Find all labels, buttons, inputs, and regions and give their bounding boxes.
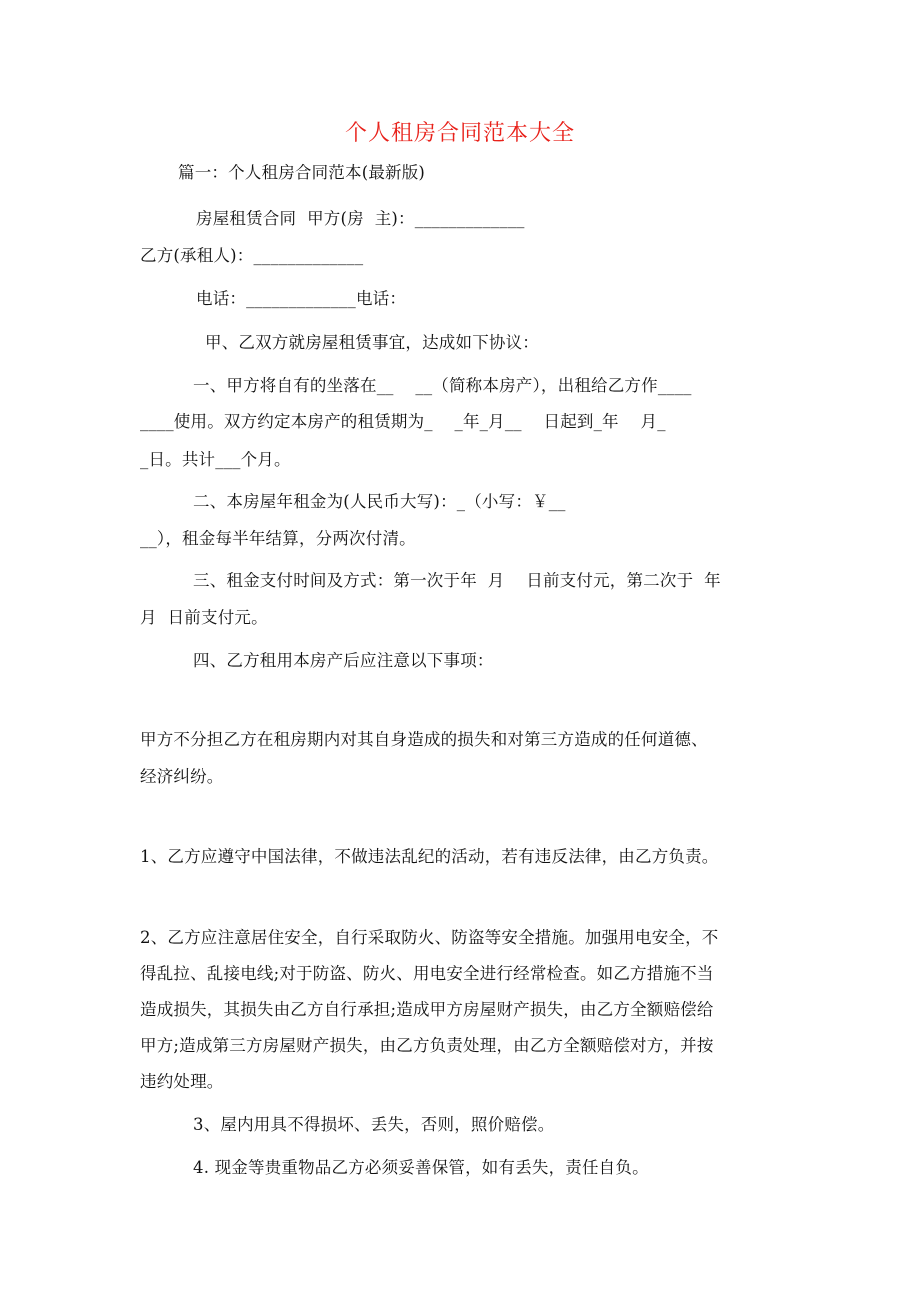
agreement-intro: 甲、乙双方就房屋租赁事宜，达成如下协议： (205, 333, 539, 352)
item-2-line-2: 得乱拉、乱接电线;对于防盗、防火、用电安全进行经常检查。如乙方措施不当 (140, 964, 714, 983)
clause-3-line-2: 月 日前支付元。 (140, 608, 268, 627)
clause-1-line-3: _日。共计___个月。 (140, 450, 291, 469)
clause-1-line-2: ____使用。双方约定本房产的租赁期为_ _年_月__ 日起到_年 月_ (140, 412, 666, 431)
section-heading: 篇一：个人租房合同范本(最新版) (178, 163, 426, 182)
liability-line-2: 经济纠纷。 (140, 767, 224, 786)
liability-line-1: 甲方不分担乙方在租房期内对其自身造成的损失和对第三方造成的任何道德、 (140, 730, 708, 749)
document-title: 个人租房合同范本大全 (344, 121, 575, 146)
party-a-line: 房屋租赁合同 甲方(房 主)：_____________ (196, 209, 525, 228)
party-b-line: 乙方(承租人)：_____________ (140, 246, 364, 265)
item-2-line-1: 2、乙方应注意居住安全，自行采取防火、防盗等安全措施。加强用电安全，不 (140, 928, 719, 947)
item-1: 1、乙方应遵守中国法律，不做违法乱纪的活动，若有违反法律，由乙方负责。 (140, 847, 719, 866)
clause-2-line-1: 二、本房屋年租金为(人民币大写)：_（小写：￥__ (193, 492, 566, 511)
phone-line: 电话：_____________电话： (196, 289, 407, 308)
clause-4-heading: 四、乙方租用本房产后应注意以下事项： (193, 651, 494, 670)
item-2-line-5: 违约处理。 (140, 1072, 224, 1091)
clause-3-line-1: 三、租金支付时间及方式：第一次于年 月 日前支付元，第二次于 年 (193, 571, 721, 590)
item-2-line-4: 甲方;造成第三方房屋财产损失，由乙方负责处理，由乙方全额赔偿对方，并按 (140, 1036, 714, 1055)
item-3: 3、屋内用具不得损坏、丢失，否则，照价赔偿。 (193, 1115, 555, 1134)
item-4: 4. 现金等贵重物品乙方必须妥善保管，如有丢失，责任自负。 (193, 1158, 649, 1177)
clause-1-line-1: 一、甲方将自有的坐落在__ __（简称本房产），出租给乙方作____ (193, 376, 692, 395)
clause-2-line-2: __），租金每半年结算，分两次付清。 (140, 529, 416, 548)
item-2-line-3: 造成损失，其损失由乙方自行承担;造成甲方房屋财产损失，由乙方全额赔偿给 (140, 1000, 714, 1019)
